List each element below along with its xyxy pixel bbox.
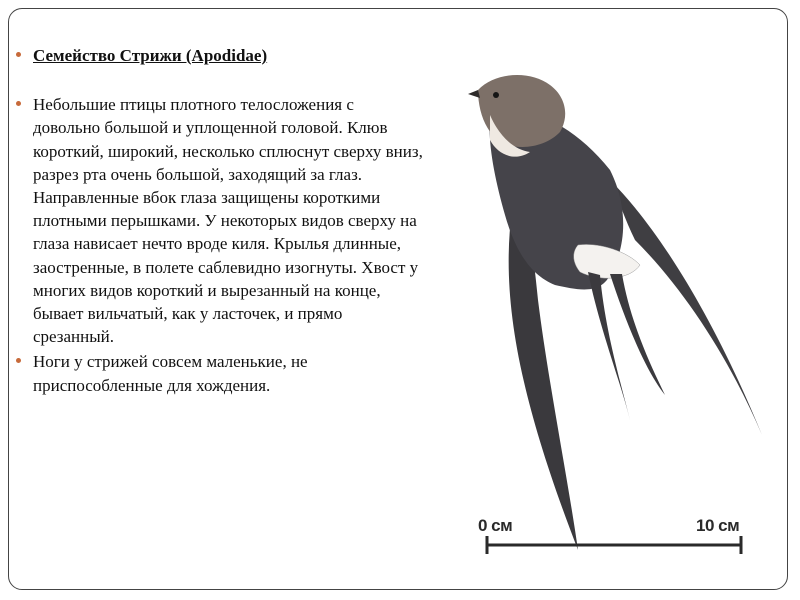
swift-bird-icon [460,60,780,570]
slide-title: Семейство Стрижи (Apodidae) [33,46,268,65]
swift-figure [460,60,780,570]
description-paragraph: Небольшие птицы плотного телосложения с довольно большой и уплощенной головой. Клюв короткий, широкий, несколько сплюснут сверху вниз, разрез рта очень большой, заходящий за глаз. Направленные вбок глаза защищены короткими плотными перышками. У некоторых видов сверху на глаза нависает нечто вроде киля. Крылья длинные, заостренные, в полете саблевидно изогнуты. Хвост у многих видов короткий и вырезанный на конце, бывает вильчатый, как у ласточек, и прямо срезанный. [18,93,423,348]
eye [493,92,499,98]
legs-paragraph: Ноги у стрижей совсем маленькие, не приспособленные для хождения. [18,350,423,396]
scale-start-label: 0 см [478,516,513,535]
rump-band [574,244,640,278]
text-column [18,44,423,399]
scale-end-label: 10 см [696,516,740,535]
beak [468,90,480,98]
title-bullet [18,44,423,67]
right-wing [610,180,762,435]
